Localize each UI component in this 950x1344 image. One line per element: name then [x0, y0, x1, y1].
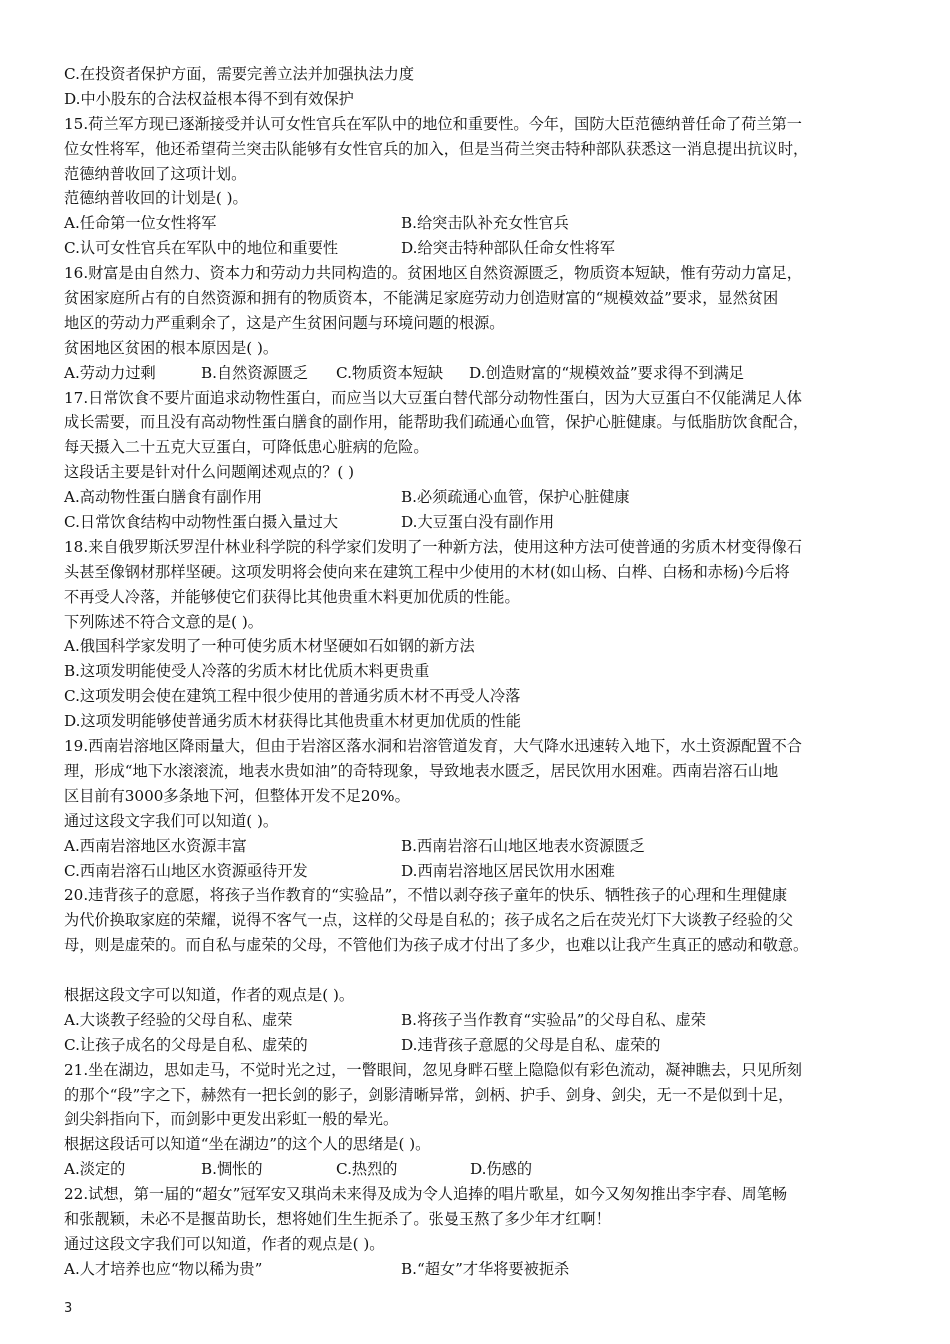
option-c: C.认可女性官兵在军队中的地位和重要性 [64, 239, 339, 258]
option-c: C.物质资本短缺 [336, 363, 444, 382]
question-stem-line: 地区的劳动力严重剩余了，这是产生贫困问题与环境问题的根源。 [64, 313, 505, 332]
question-19 [64, 734, 894, 883]
question-prompt: 下列陈述不符合文意的是( )。 [64, 612, 263, 631]
option-d: D.西南岩溶地区居民饮用水困难 [401, 861, 615, 880]
question-17 [64, 386, 894, 535]
question-stem-line: 20.违背孩子的意愿，将孩子当作教育的“实验品”，不惜以剥夺孩子童年的快乐、牺牲孩子的心理和生理健康 [64, 886, 788, 905]
options-row [64, 1157, 894, 1182]
question-stem-line: 不再受人冷落，并能够使它们获得比其他贵重木料更加优质的性能。 [64, 587, 520, 606]
option-b: B.“超女”才华将要被扼杀 [401, 1259, 570, 1278]
option-b: B.这项发明能使受人冷落的劣质木材比优质木料更贵重 [64, 662, 430, 681]
option-a: A.淡定的 [64, 1160, 126, 1179]
option-b: B.西南岩溶石山地区地表水资源匮乏 [401, 836, 645, 855]
question-prompt: 范德纳普收回的计划是( )。 [64, 189, 248, 208]
options-row [64, 834, 894, 859]
option-d: D.大豆蛋白没有副作用 [401, 513, 555, 532]
option-b: B.自然资源匮乏 [201, 363, 309, 382]
question-prompt: 这段话主要是针对什么问题阐述观点的？( ) [64, 463, 355, 482]
question-stem-line: 15.荷兰军方现已逐渐接受并认可女性官兵在军队中的地位和重要性。今年，国防大臣范德纳普任命了荷兰第一 [64, 114, 802, 133]
option-c: C.西南岩溶石山地区水资源亟待开发 [64, 861, 308, 880]
options-row [64, 1257, 894, 1282]
blank-line [64, 958, 894, 983]
question-15 [64, 112, 894, 261]
question-stem-line: 21.坐在湖边，思如走马，不觉时光之过，一瞥眼间，忽见身畔石壁上隐隐似有彩色流动，凝神瞧去，只见所刻 [64, 1060, 802, 1079]
options-row [64, 236, 894, 261]
question-prompt: 根据这段话可以知道“坐在湖边”的这个人的思绪是( )。 [64, 1135, 431, 1154]
question-stem-line: 的那个“段”字之下，赫然有一把长剑的影子，剑影清晰异常，剑柄、护手、剑身、剑尖，无一不是似到十足， [64, 1085, 794, 1104]
question-prompt: 通过这段文字我们可以知道，作者的观点是( )。 [64, 1234, 385, 1253]
question-20 [64, 883, 894, 1057]
question-stem-line: 区目前有3000多条地下河，但整体开发不足20%。 [64, 786, 410, 805]
options-row [64, 859, 894, 884]
question-stem-line: 母，则是虚荣的。而自私与虚荣的父母，不管他们为孩子成才付出了多少，也难以让我产生真正的感动和敬意。 [64, 936, 809, 955]
question-stem-line: 19.西南岩溶地区降雨量大，但由于岩溶区落水洞和岩溶管道发育，大气降水迅速转入地下，水土资源配置不合 [64, 737, 802, 756]
option-a: A.任命第一位女性将军 [64, 214, 217, 233]
question-prompt: 根据这段文字可以知道，作者的观点是( )。 [64, 985, 355, 1004]
question-stem-line: 22.试想，第一届的“超女”冠军安又琪尚未来得及成为令人追捧的唱片歌星，如今又匆匆推出李宇春、周笔畅 [64, 1185, 788, 1204]
option-a: A.俄国科学家发明了一种可使劣质木材坚硬如石如钢的新方法 [64, 637, 475, 656]
option-d: D.创造财富的“规模效益”要求得不到满足 [469, 363, 744, 382]
question-prompt: 通过这段文字我们可以知道( )。 [64, 811, 279, 830]
option-c: C.这项发明会使在建筑工程中很少使用的普通劣质木材不再受人冷落 [64, 687, 521, 706]
options-row [64, 485, 894, 510]
question-21 [64, 1058, 894, 1182]
question-stem-line: 位女性将军，他还希望荷兰突击队能够有女性官兵的加入，但是当荷兰突击特种部队获悉这一消息提出抗议时， [64, 139, 809, 158]
option-b: B.将孩子当作教育“实验品”的父母自私、虚荣 [401, 1010, 706, 1029]
option-text: C.在投资者保护方面，需要完善立法并加强执法力度 [64, 65, 415, 83]
option-d: D.给突击特种部队任命女性将军 [401, 239, 615, 258]
question-stem-line: 为代价换取家庭的荣耀，说得不客气一点，这样的父母是自私的；孩子成名之后在荧光灯下大谈教子经验的父 [64, 911, 793, 930]
option-d: D.违背孩子意愿的父母是自私、虚荣的 [401, 1035, 661, 1054]
question-stem-line: 头甚至像钢材那样坚硬。这项发明将会使向来在建筑工程中少使用的木材(如山杨、白桦、白杨和赤杨)今后将 [64, 562, 790, 581]
options-row [64, 510, 894, 535]
option-a: A.劳动力过剩 [64, 363, 156, 382]
question-18 [64, 535, 894, 734]
option-c: C.热烈的 [336, 1160, 398, 1179]
option-b: B.必须疏通心血管，保护心脏健康 [401, 488, 630, 507]
question-stem-line: 17.日常饮食不要片面追求动物性蛋白，而应当以大豆蛋白替代部分动物性蛋白，因为大豆蛋白不仅能满足人体 [64, 388, 802, 407]
option-d: D.这项发明能够使普通劣质木材获得比其他贵重木材更加优质的性能 [64, 712, 521, 731]
page-number: 3 [64, 1301, 73, 1316]
option-a: A.人才培养也应“物以稀为贵” [64, 1259, 263, 1278]
question-stem-line: 每天摄入二十五克大豆蛋白，可降低患心脏病的危险。 [64, 438, 429, 457]
option-a: A.高动物性蛋白膳食有副作用 [64, 488, 263, 507]
question-stem-line: 剑尖斜指向下，而剑影中更发出彩虹一般的晕光。 [64, 1110, 399, 1129]
options-row [64, 1008, 894, 1033]
question-stem-line: 贫困家庭所占有的自然资源和拥有的物质资本，不能满足家庭劳动力创造财富的“规模效益”要求，显然贫困 [64, 289, 779, 308]
question-16 [64, 261, 894, 385]
option-a: A.大谈教子经验的父母自私、虚荣 [64, 1010, 293, 1029]
option-c: C.让孩子成名的父母是自私、虚荣的 [64, 1035, 308, 1054]
option-a: A.西南岩溶地区水资源丰富 [64, 836, 247, 855]
options-row [64, 211, 894, 236]
options-row [64, 1033, 894, 1058]
question-stem-line: 理，形成“地下水滚滚流，地表水贵如油”的奇特现象，导致地表水匮乏，居民饮用水困难。西南岩溶石山地 [64, 761, 779, 780]
question-stem-line: 成长需要，而且没有高动物性蛋白膳食的副作用，能帮助我们疏通心血管，保护心脏健康。与低脂肪饮食配合， [64, 413, 809, 432]
option-d: D.伤感的 [470, 1160, 533, 1179]
option-c: C.日常饮食结构中动物性蛋白摄入量过大 [64, 513, 339, 532]
question-prompt: 贫困地区贫困的根本原因是( )。 [64, 338, 279, 357]
question-stem-line: 和张靓颖，未必不是揠苗助长，想将她们生生扼杀了。张曼玉熬了多少年才红啊！ [64, 1209, 611, 1228]
option-b: B.惆怅的 [201, 1160, 263, 1179]
question-stem-line: 范德纳普收回了这项计划。 [64, 164, 247, 183]
question-stem-line: 16.财富是由自然力、资本力和劳动力共同构造的。贫困地区自然资源匮乏，物质资本短缺，惟有劳动力富足， [64, 264, 802, 283]
option-text: D.中小股东的合法权益根本得不到有效保护 [64, 89, 354, 108]
option-b: B.给突击队补充女性官兵 [401, 214, 569, 233]
options-row [64, 361, 894, 386]
question-stem-line: 18.来自俄罗斯沃罗涅什林业科学院的科学家们发明了一种新方法，使用这种方法可使普通的劣质木材变得像石 [64, 537, 802, 556]
question-22 [64, 1182, 894, 1282]
document-page [64, 62, 894, 1282]
